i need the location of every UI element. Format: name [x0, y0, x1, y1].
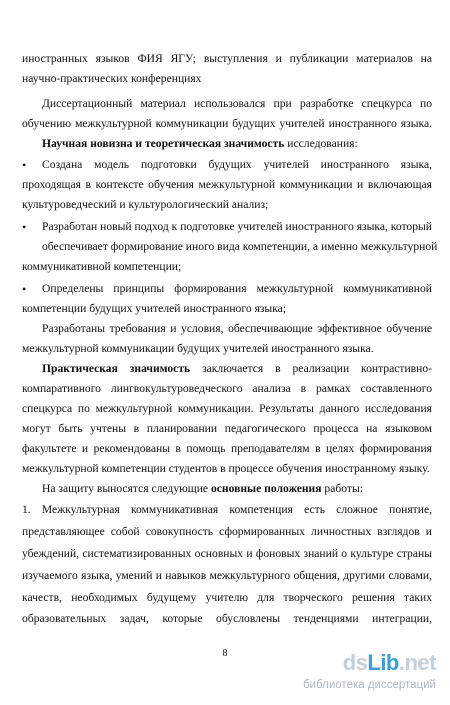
section-heading-defense — [42, 482, 432, 496]
text-line: Создана модель подготовки будущих учителей иностранного языка, — [42, 158, 432, 171]
text-span: На защиту выносятся следующие — [42, 482, 211, 495]
text-line: убеждений, систематизированных основных и фоновых знаний о культуре страны — [22, 547, 432, 560]
text-line: межкультурной компетенции студентов в процессе обучения иностранному языку. — [22, 462, 430, 475]
bold-term: Научная новизна и теоретическая значимость — [42, 137, 285, 150]
bullet-icon: • — [22, 220, 27, 234]
text-line: представляющее собой совокупность сформированных личностных взглядов и — [22, 525, 432, 538]
logo-part: Lib — [367, 650, 399, 675]
text-line: спецкурса по межкультурной коммуникации. Результаты данного исследования — [22, 402, 432, 415]
text-span: работы: — [321, 482, 363, 495]
text-line: могут быть учтены в планировании педагогического процесса на языковом — [22, 422, 432, 435]
text-line: факультете и рекомендованы в помощь преподавателям в целях формирования — [22, 442, 432, 455]
text-line: Определены принципы формирования межкультурной коммуникативной — [42, 282, 432, 295]
text-line: образовательных задач, которые обусловлены тенденциями интеграции, — [22, 612, 432, 625]
text-line: иностранных языков ФИЯ ЯГУ; выступления и публикации материалов на — [22, 52, 432, 65]
watermark-logo — [260, 650, 440, 698]
logo-part: ds — [342, 650, 368, 675]
text-span: исследования: — [284, 137, 358, 150]
text-line: проходящая в контексте обучения межкультурной коммуникации и включающая — [22, 178, 432, 191]
text-line: обеспечивает формирование иного вида компетенции, а именно межкультурной — [42, 240, 438, 253]
section-heading-novelty — [42, 137, 432, 151]
page-number: 8 — [222, 648, 228, 659]
text-line: культуроведческий и культурологический анализ; — [22, 198, 269, 211]
text-line: качеств, необходимых будущему учителю для творческого решения таких — [22, 591, 432, 604]
text-line: научно-практических конференциях — [22, 72, 202, 85]
text-line: коммуникативной компетенции; — [22, 260, 182, 273]
text-line: Диссертационный материал использовался при разработке спецкурса по — [42, 97, 432, 110]
text-span: заключается в реализации контрастивно- — [190, 362, 432, 375]
watermark-subtitle: библиотека диссертаций — [303, 679, 436, 691]
text-line: изучаемого языка, умений и навыков межкультурного общения, другими словами, — [22, 569, 432, 582]
text-line: компаративного лингвокультуроведческого анализа в рамках составленного — [22, 382, 432, 395]
bold-term: Практическая значимость — [42, 362, 191, 375]
section-heading-practical — [42, 362, 432, 376]
text-line: компетенции будущих учителей иностранного языка; — [22, 302, 287, 315]
text-line: Разработан новый подход к подготовке учителей иностранного языка, который — [42, 220, 432, 233]
bullet-icon: • — [22, 158, 27, 172]
text-line: межкультурной коммуникации будущих учителей иностранного языка. — [22, 342, 374, 355]
text-line: 1. Межкультурная коммуникативная компетенция есть сложное понятие, — [22, 503, 432, 516]
bold-term: основные положения — [210, 482, 322, 495]
text-line: Разработаны требования и условия, обеспечивающие эффективное обучение — [42, 322, 432, 335]
bullet-icon: • — [22, 282, 27, 296]
logo-part: .net — [398, 650, 436, 675]
text-line: обучению межкультурной коммуникации будущих учителей иностранного языка. — [22, 117, 432, 130]
watermark-logo-text — [343, 650, 436, 676]
